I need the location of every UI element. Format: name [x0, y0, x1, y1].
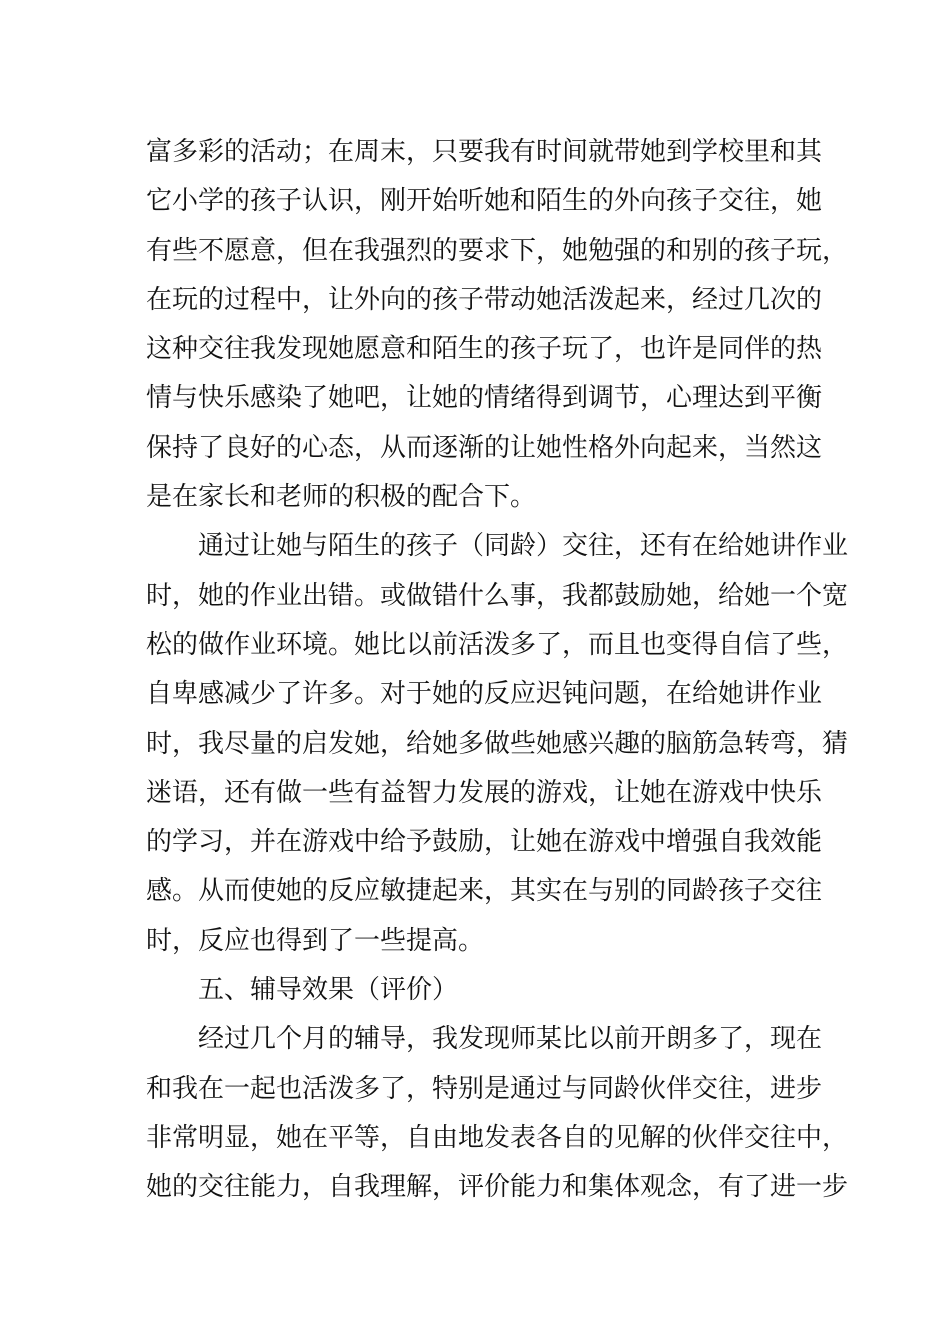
- document-page: [146, 128, 849, 1213]
- paragraph-first-line: 经过几个月的辅导，我发现师某比以前开朗多了，现在: [198, 1024, 823, 1055]
- text-line: 有些不愿意，但在我强烈的要求下，她勉强的和别的孩子玩，: [146, 235, 849, 266]
- text-line: 她的交往能力，自我理解，评价能力和集体观念，有了进一步: [146, 1172, 849, 1203]
- text-line: 松的做作业环境。她比以前活泼多了，而且也变得自信了些，: [146, 629, 849, 660]
- text-line: 感。从而使她的反应敏捷起来，其实在与别的同龄孩子交往: [146, 876, 823, 907]
- text-line: 时，她的作业出错。或做错什么事，我都鼓励她，给她一个宽: [146, 580, 849, 611]
- text-line: 保持了良好的心态，从而逐渐的让她性格外向起来，当然这: [146, 432, 823, 463]
- text-line: 时，反应也得到了一些提高。: [146, 925, 485, 956]
- text-line: 非常明显，她在平等，自由地发表各自的见解的伙伴交往中，: [146, 1122, 849, 1153]
- text-line: 它小学的孩子认识，刚开始听她和陌生的外向孩子交往，她: [146, 186, 823, 217]
- text-line: 在玩的过程中，让外向的孩子带动她活泼起来，经过几次的: [146, 284, 823, 315]
- text-line: 时，我尽量的启发她，给她多做些她感兴趣的脑筋急转弯，猜: [146, 728, 849, 759]
- paragraph-first-line: 通过让她与陌生的孩子（同龄）交往，还有在给她讲作业: [198, 531, 849, 562]
- text-line: 富多彩的活动；在周末，只要我有时间就带她到学校里和其: [146, 137, 823, 167]
- text-line: 迷语，还有做一些有益智力发展的游戏，让她在游戏中快乐: [146, 777, 823, 808]
- text-line: 情与快乐感染了她吧，让她的情绪得到调节，心理达到平衡: [146, 383, 823, 414]
- text-line: 这种交往我发现她愿意和陌生的孩子玩了，也许是同伴的热: [146, 334, 823, 365]
- text-line: 和我在一起也活泼多了，特别是通过与同龄伙伴交往，进步: [146, 1073, 823, 1104]
- text-line: 是在家长和老师的积极的配合下。: [146, 482, 537, 513]
- text-line: 自卑感减少了许多。对于她的反应迟钝问题，在给她讲作业: [146, 679, 823, 710]
- text-line: 的学习，并在游戏中给予鼓励，让她在游戏中增强自我效能: [146, 827, 823, 858]
- section-heading: 五、辅导效果（评价）: [198, 975, 459, 1006]
